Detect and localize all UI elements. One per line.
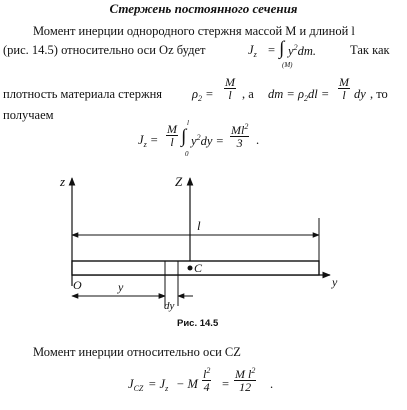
- inline-formula-jz: $J_z$ = ∫ (M) $y^2dm$.: [248, 38, 316, 69]
- label-y-axis: y: [332, 275, 338, 289]
- fraction-m-over-l-2: $\frac{M}{l}$: [339, 75, 349, 102]
- formula-jcz: $J_{CZ}$ = $J_z$ − M $\frac{l^2}{4}$ = $\frac{M l^2}{12}$ .: [128, 366, 274, 394]
- dm-expression: dm = $\rho_2dl$ =: [268, 87, 330, 103]
- paragraph-line-1: Момент инерции однородного стержня массой M и длиной l: [33, 24, 355, 38]
- paragraph-line-2b: Так как: [350, 43, 390, 57]
- paragraph-line-2a: (рис. 14.5) относительно оси Oz будет: [3, 43, 206, 57]
- dy-term: dy: [354, 87, 366, 101]
- formula-jz: $J_z$ = $\frac{M}{l}$ l ∫ 0 $y^2dy$ = $\frac{Ml^2}{3}$ .: [138, 119, 260, 158]
- comma-a: , а: [242, 87, 254, 101]
- label-o: O: [73, 278, 82, 292]
- figure-caption: Рис. 14.5: [177, 318, 219, 329]
- label-l: l: [197, 218, 201, 233]
- label-z-center: Z: [175, 174, 183, 189]
- label-z-left: z: [60, 174, 66, 189]
- label-c: C: [194, 261, 203, 275]
- rho-symbol: $\rho_2$ =: [192, 87, 214, 103]
- paragraph-cz: Момент инерции относительно оси CZ: [33, 345, 241, 359]
- label-y-dim: y: [118, 280, 124, 294]
- paragraph-line-3b: , то: [370, 87, 388, 101]
- rod-diagram: [0, 168, 407, 318]
- paragraph-line-3a: плотность материала стержня: [3, 87, 163, 101]
- label-dy: dy: [164, 300, 175, 312]
- fraction-m-over-l: $\frac{M}{l}$: [225, 75, 235, 102]
- section-heading: Стержень постоянного сечения: [109, 1, 298, 16]
- paragraph-line-4: получаем: [3, 108, 54, 122]
- centroid-point: [188, 266, 193, 271]
